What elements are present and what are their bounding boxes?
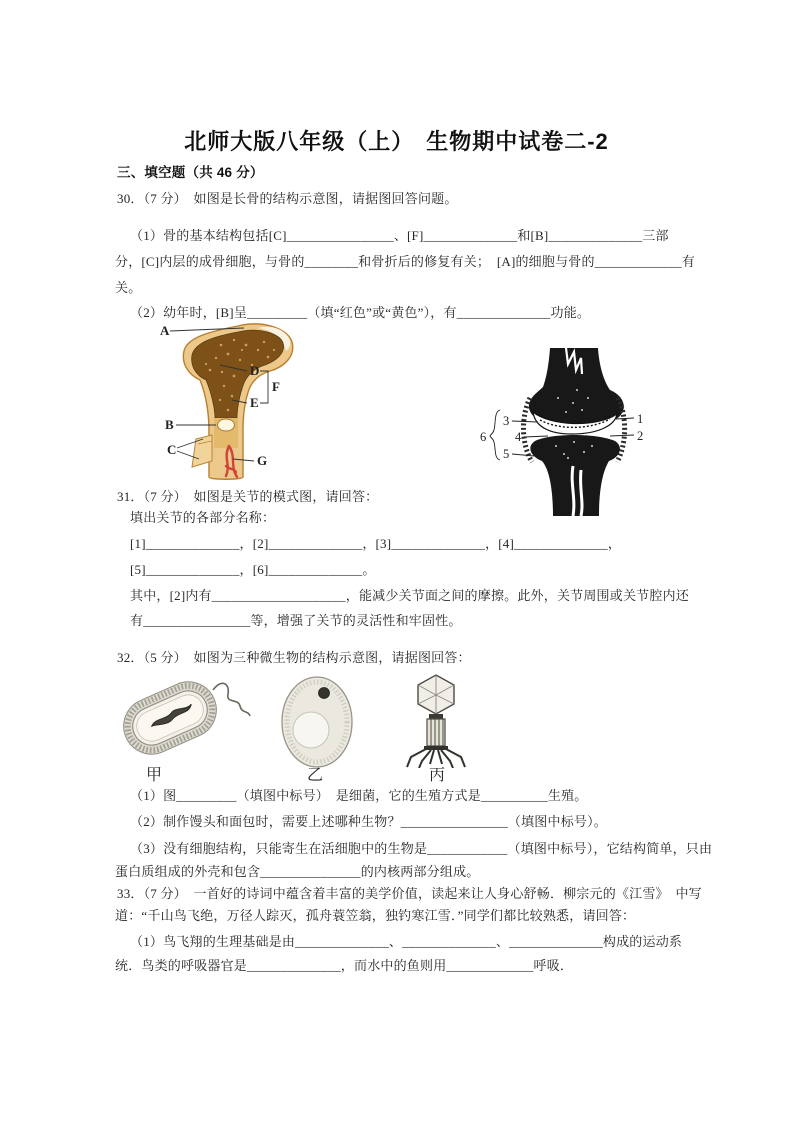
q33-part1-line2: 统．鸟类的呼吸器官是______________，而水中的鱼则用_____________呼吸． [115,958,574,973]
microbe-label-yi: 乙 [307,767,325,784]
yeast-figure [279,675,355,769]
q31-stem: 31．（7 分） 如图是关节的模式图，请回答： [117,489,379,504]
joint-label-6: 6 [480,430,487,444]
q30-part1-line2: 分，[C]内层的成骨细胞，与骨的________和骨折后的修复有关； [A]的细胞与骨的_____________有 [115,254,695,269]
q33-stem-line1: 33．（7 分） 一首好的诗词中蕴含着丰富的美学价值，读起来让人身心舒畅．柳宗元的《江雪》 中写 [117,886,702,901]
section-header: 三、填空题（共 46 分） [117,165,264,180]
joint-label-1: 1 [637,412,644,426]
marrow-hole [218,419,235,431]
q32-stem: 32．（5 分） 如图为三种微生物的结构示意图，请据图回答： [117,650,471,665]
q32-part1-line: （1）图_________（填图中标号） 是细菌，它的生殖方式是__________生殖。 [130,788,588,803]
q31-line3: 其中，[2]内有____________________，能减少关节面之间的摩擦。此外，关节周围或关节腔内还 [130,588,689,603]
q33-stem-line2: 道：“千山鸟飞绝，万径人踪灭，孤舟蓑笠翁，独钓寒江雪．”同学们都比较熟悉，请回答： [115,908,636,923]
q30-stem: 30．（7 分） 如图是长骨的结构示意图，请据图回答问题。 [117,191,458,206]
q31-blanks-line2: [5]______________，[6]______________。 [130,562,376,577]
page-title: 北师大版八年级（上） 生物期中试卷二-2 [184,128,609,154]
joint-label-4: 4 [515,430,522,444]
phage-collar [429,714,443,719]
bone-label-F: F [272,379,280,394]
yeast-nucleus [319,688,330,699]
bone-label-G: G [257,453,268,468]
bone-label-E: E [250,395,259,410]
joint-label-2: 2 [637,429,644,443]
q32-part2-line: （2）制作馒头和面包时，需要上述哪种生物？________________（填图中标号）。 [130,814,608,829]
q31-blanks-line1: [1]______________，[2]______________，[3]______________，[4]______________， [130,536,622,551]
joint-figure [478,348,670,516]
q31-line4: 有________________等，增强了关节的灵活性和牢固性。 [130,613,462,628]
joint-label-3: 3 [503,414,510,428]
flagellum [213,683,250,716]
phage-baseplate [424,746,448,750]
bone-label-A: A [160,323,170,338]
bacterium-body [116,673,225,763]
spongy-bone [192,330,284,418]
microbe-label-bing: 丙 [429,767,447,784]
q30-part1-line1: （1）骨的基本结构包括[C]________________、[F]______________和[B]______________三部 [130,228,669,243]
phage-tail-sheath [427,719,445,746]
microbe-label-jia: 甲 [146,767,164,784]
joint-upper-bone [529,348,624,428]
q32-part3-line1: （3）没有细胞结构，只能寄生在活细胞中的生物是____________（填图中标号），它结构简单，只由 [130,841,713,856]
long-bone-figure [146,320,336,486]
yeast-vacuole [293,712,329,748]
q32-part3-line2: 蛋白质组成的外壳和包含_______________的内核两部分组成。 [115,864,480,879]
bone-label-C: C [167,442,177,457]
phage-figure [404,674,466,768]
q33-part1-line1: （1）鸟飞翔的生理基础是由______________、______________、______________构成的运动系 [130,934,683,949]
q30-part1-line3: 关。 [115,280,142,295]
joint-label-5: 5 [503,447,510,461]
bacterium-figure [116,672,256,764]
q31-prompt: 填出关节的各部分名称： [130,510,276,525]
bone-label-D: D [250,363,260,378]
bone-label-B: B [165,417,174,432]
q30-part2-line: （2）幼年时，[B]呈_________（填“红色”或“黄色”），有______________功能。 [130,305,591,320]
